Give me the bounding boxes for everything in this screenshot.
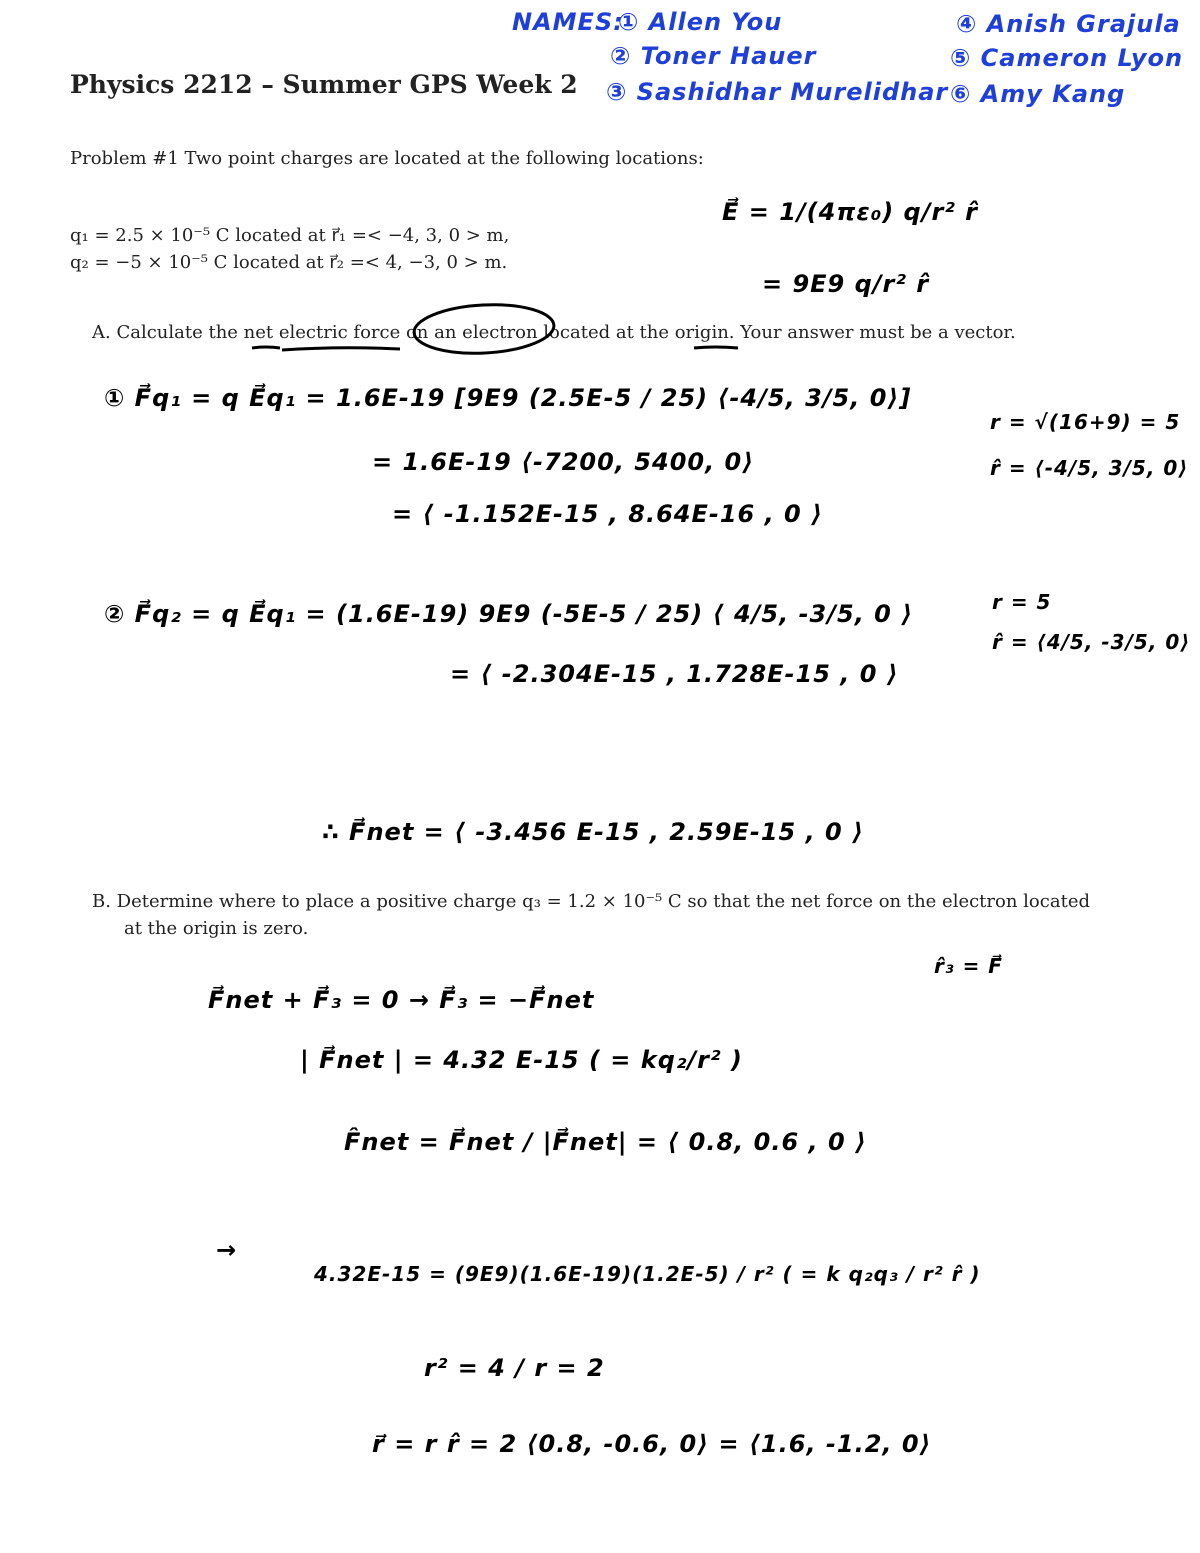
part-b-question-line2: at the origin is zero. — [124, 918, 309, 939]
work-b-line1: F⃗net + F⃗₃ = 0 → F⃗₃ = −F⃗net — [208, 986, 595, 1014]
underline-origin — [694, 347, 738, 348]
name-4: ④ Anish Grajula — [956, 10, 1181, 38]
work-a2-line1: ② F⃗q₂ = q E⃗q₁ = (1.6E-19) 9E9 (-5E-5 / 25) ⟨ 4/5, -3/5, 0 ⟩ — [104, 600, 914, 628]
work-a1-line3: = ⟨ -1.152E-15 , 8.64E-16 , 0 ⟩ — [392, 500, 824, 528]
charge-q1: q₁ = 2.5 × 10⁻⁵ C located at r⃗₁ =< −4, 3, 0 > m, — [70, 225, 510, 246]
name-3: ③ Sashidhar Murelidhar — [606, 78, 949, 106]
problem-intro: Problem #1 Two point charges are located at the following locations: — [70, 148, 704, 169]
work-b-line6: r⃗ = r r̂ = 2 ⟨0.8, -0.6, 0⟩ = ⟨1.6, -1.2, 0⟩ — [372, 1430, 932, 1458]
work-a2-side-r: r = 5 — [992, 590, 1052, 614]
work-b-line3: F̂net = F⃗net / |F⃗net| = ⟨ 0.8, 0.6 , 0 ⟩ — [344, 1128, 868, 1156]
work-a1-side-r: r = √(16+9) = 5 — [990, 410, 1181, 434]
part-a-question: A. Calculate the net electric force on an electron located at the origin. Your answer must be a vector. — [92, 322, 1016, 343]
work-b-line5: r² = 4 / r = 2 — [424, 1354, 605, 1382]
work-b-line4: 4.32E-15 = (9E9)(1.6E-19)(1.2E-5) / r² ( = k q₂q₃ / r² r̂ ) — [314, 1262, 981, 1286]
underline-electric-force — [282, 348, 400, 350]
page-title: Physics 2212 – Summer GPS Week 2 — [70, 70, 578, 99]
name-2: ② Toner Hauer — [610, 42, 817, 70]
work-b-side-note: r̂₃ = F⃗ — [934, 954, 1003, 978]
name-6: ⑥ Amy Kang — [950, 80, 1126, 108]
work-a1-line1: ① F⃗q₁ = q E⃗q₁ = 1.6E-19 [9E9 (2.5E-5 / 25) ⟨-4/5, 3/5, 0⟩] — [104, 384, 912, 412]
underline-net — [252, 347, 280, 348]
work-b-line2: | F⃗net | = 4.32 E-15 ( = kq₂/r² ) — [300, 1046, 743, 1074]
work-a2-side-rhat: r̂ = ⟨4/5, -3/5, 0⟩ — [992, 630, 1191, 654]
work-a1-line2: = 1.6E-19 ⟨-7200, 5400, 0⟩ — [372, 448, 755, 476]
charge-q2: q₂ = −5 × 10⁻⁵ C located at r⃗₂ =< 4, −3, 0 > m. — [70, 252, 508, 273]
work-b-arrow: → — [216, 1236, 238, 1264]
part-b-question-line1: B. Determine where to place a positive charge q₃ = 1.2 × 10⁻⁵ C so that the net force on the electron located — [92, 891, 1090, 912]
name-5: ⑤ Cameron Lyon — [950, 44, 1184, 72]
field-formula-simplified: = 9E9 q/r² r̂ — [762, 270, 930, 298]
work-a-net-force: ∴ F⃗net = ⟨ -3.456 E-15 , 2.59E-15 , 0 ⟩ — [322, 818, 865, 846]
field-formula: E⃗ = 1/(4πε₀) q/r² r̂ — [722, 198, 979, 226]
work-a2-line2: = ⟨ -2.304E-15 , 1.728E-15 , 0 ⟩ — [450, 660, 899, 688]
names-label: NAMES: — [512, 8, 624, 36]
name-1: ① Allen You — [618, 8, 783, 36]
work-a1-side-rhat: r̂ = ⟨-4/5, 3/5, 0⟩ — [990, 456, 1189, 480]
